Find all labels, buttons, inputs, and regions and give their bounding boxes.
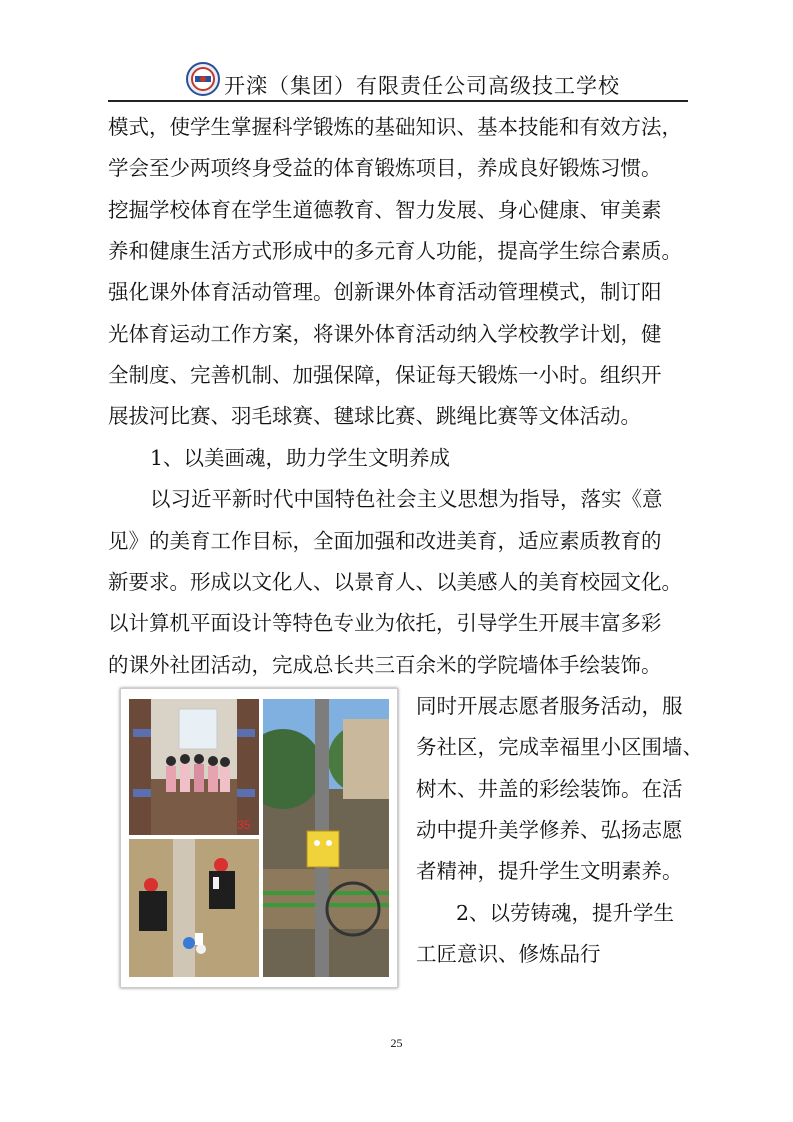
- photo-badge: 35: [237, 818, 251, 832]
- text-line: 挖掘学校体育在学生道德教育、智力发展、身心健康、审美素: [108, 198, 662, 222]
- school-name: 开滦（集团）有限责任公司高级技工学校: [224, 74, 620, 98]
- text-line: 见》的美育工作目标，全面加强和改进美育，适应素质教育的: [108, 529, 662, 553]
- text-line: 动中提升美学修养、弘扬志愿: [416, 818, 683, 842]
- text-line: 务社区，完成幸福里小区围墙、: [416, 735, 703, 759]
- photo-dorm-students: [129, 699, 259, 835]
- photo-students-painting: [129, 839, 259, 977]
- text-line: 强化课外体育活动管理。创新课外体育活动管理模式，制订阳: [108, 280, 662, 304]
- text-line: 展拔河比赛、羽毛球赛、毽球比赛、跳绳比赛等文体活动。: [108, 404, 641, 428]
- text-line: 全制度、完善机制、加强保障，保证每天锻炼一小时。组织开: [108, 363, 662, 387]
- text-line: 养和健康生活方式形成中的多元育人功能，提高学生综合素质。: [108, 239, 682, 263]
- text-line: 模式，使学生掌握科学锻炼的基础知识、基本技能和有效方法，: [108, 115, 682, 139]
- section-heading: 1、以美画魂，助力学生文明养成: [150, 446, 451, 470]
- photo-collage: [120, 688, 398, 988]
- text-line: 学会至少两项终身受益的体育锻炼项目，养成良好锻炼习惯。: [108, 156, 662, 180]
- text-line: 以计算机平面设计等特色专业为依托，引导学生开展丰富多彩: [108, 611, 662, 635]
- text-line: 以习近平新时代中国特色社会主义思想为指导，落实《意: [150, 487, 663, 511]
- photo-campus-painted-box: [263, 699, 389, 977]
- text-line: 光体育运动工作方案，将课外体育活动纳入学校教学计划，健: [108, 322, 662, 346]
- text-line: 新要求。形成以文化人、以景育人、以美感人的美育校园文化。: [108, 570, 682, 594]
- school-logo-icon: [186, 62, 220, 96]
- section-heading: 2、以劳铸魂，提升学生: [456, 901, 675, 925]
- text-line: 者精神，提升学生文明素养。: [416, 859, 683, 883]
- text-line: 工匠意识、修炼品行: [416, 942, 601, 966]
- text-line: 的课外社团活动，完成总长共三百余米的学院墙体手绘装饰。: [108, 653, 662, 677]
- page-number: 25: [390, 1036, 403, 1050]
- header-divider: [108, 100, 688, 102]
- text-line: 树木、井盖的彩绘装饰。在活: [416, 777, 683, 801]
- text-line: 同时开展志愿者服务活动，服: [416, 694, 683, 718]
